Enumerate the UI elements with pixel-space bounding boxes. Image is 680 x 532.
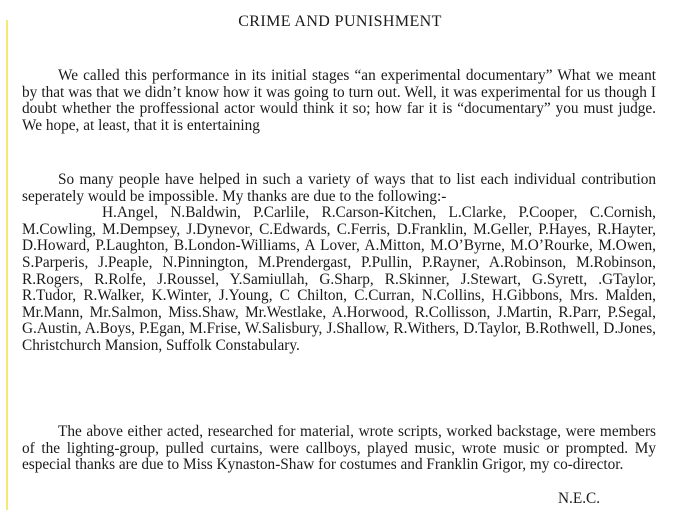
paragraph-acknowledgements: [22, 172, 656, 355]
paragraph-closing-text: The above either acted, researched for material, wrote scripts, worked backstage, were members of the lighting-group, pulled curtains, were callboys, played music, wrote music or prompted. My especial thanks are due to Miss Kynaston-Shaw for costumes and Franklin Grigor, my co-director.: [22, 423, 656, 474]
page-title: CRIME AND PUNISHMENT: [238, 13, 442, 30]
signature-initials: N.E.C.: [558, 490, 601, 507]
acknowledgements-names-list: H.Angel, N.Baldwin, P.Carlile, R.Carson-Kitchen, L.Clarke, P.Cooper, C.Cornish, M.Cowling, M.Dempsey, J.Dynevor, C.Edwards, C.Ferris, D.Franklin, M.Geller, P.Hayes, R.Hayter, D.Howard, P.Laughton, B.London-Williams, A Lover, A.Mitton, M.O’Byrne, M.O’Rourke, M.Owen, S.Parperis, J.Peaple, N.Pinnington, M.Prendergast, P.Pullin, P.Rayner, A.Robinson, M.Robinson, R.Rogers, R.Rolfe, J.Roussel, Y.Samiullah, G.Sharp, R.Skinner, J.Stewart, G.Syrett, .GTaylor, R.Tudor, R.Walker, K.Winter, J.Young, C Chilton, C.Curran, N.Collins, H.Gibbons, Mrs. Malden, Mr.Mann, Mr.Salmon, Miss.Shaw, Mr.Westlake, A.Horwood, R.Collisson, J.Martin, R.Parr, P.Segal, G.Austin, A.Boys, P.Egan, M.Frise, W.Salisbury, J.Shallow, R.Withers, D.Taylor, B.Rothwell, D.Jones, Christchurch Mansion, Suffolk Constabulary.: [22, 204, 656, 354]
margin-highlight-line: [6, 20, 8, 510]
acknowledgements-intro-text: So many people have helped in such a variety of ways that to list each individual contribution seperately would be impossible. My thanks are due to the following:-: [22, 171, 656, 205]
paragraph-closing: [22, 424, 656, 474]
paragraph-intro-text: We called this performance in its initial stages “an experimental documentary” What we meant by that was that we didn’t know how it was going to turn out. Well, it was experimental for us though I doubt whether the proffessional actor would think it so; how far it is “documentary” you must judge. We hope, at least, that it is entertaining: [22, 67, 656, 134]
paragraph-intro: [22, 68, 656, 134]
